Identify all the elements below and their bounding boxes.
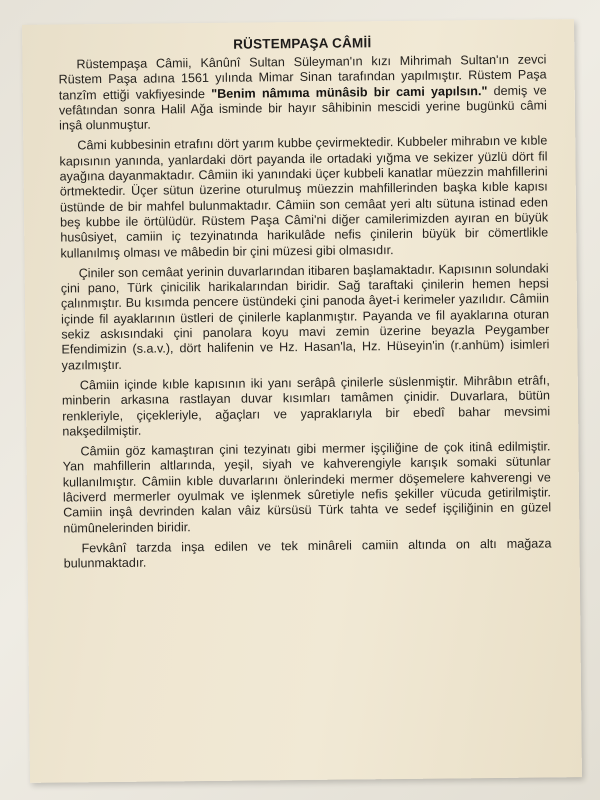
paragraph xyxy=(62,440,551,537)
paragraph-text: Rüstempaşa Câmii, Kânûnî Sultan Süleyman'ın kızı Mihrimah Sultan'ın zevci Rüstem Paşa adına 1561 yılında Mimar Sinan tarafından yapılmıştır. Rüstem Paşa tanzîm ettiği vakfiyesinde xyxy=(58,52,547,103)
paragraph xyxy=(61,261,550,373)
paragraph-text: demiş ve vefâtından sonra Halil Ağa isminde bir hayır sâhibinin mescidi yerine bugünkü câmi inşâ olunmuştur. xyxy=(58,83,547,133)
paragraph xyxy=(63,536,551,572)
paragraph-text: Çiniler son cemâat yerinin duvarlarından itibaren başlamaktadır. Kapısının solundaki çini pano, Türk çinicilik harikalarından biridir. Sağ taraftaki çinilerin hemen hepsi çalınmıştır. Bu kısımda pencere üstündeki çini panoda âyet-i kerimeler yazılıdır. Câmiin içinde fil ayaklarının üstleri de çinilerle kaplanmıştır. Payanda ve fil ayaklarına oturan sekiz askısındaki çini panolara koyu mavi zemin üzerine beyazla Peygamber Efendimizin (s.a.v.), dört halifenin ve Hz. Hasan'la, Hz. Hüseyin'in (r.anhüm) isimleri yazılmıştır. xyxy=(60,261,550,373)
document-title: RÜSTEMPAŞA CÂMİİ xyxy=(233,35,372,52)
paragraph-text: Câmi kubbesinin etrafını dört yarım kubbe çevirmektedir. Kubbeler mihrabın ve kıble kapısının yanında, yanlardaki dört payanda ile ortadaki yığma ve sekizer yüzlü dört fil ayağına dayanmaktadır. Câmiin iki yanındaki üçer kubbeli kanatlar müezzin mahfillerini örtmektedir. Üçer sütun üzerine oturulmuş müezzin mahfillerinden başka kıble kapısı üstünde de bir mahfel bulunmaktadır. Câmiin son cemâat yeri altı sütuna istinad eden beş kubbe ile örtülüdür. Rüstem Paşa Câmi'ni diğer camilerimizden ayıran en büyük husûsiyet, camiin iç tezyinatında harikulâde nefis çinilerin büyük bir cömertlikle kullanılmış olması ve mâbedin bir çini müzesi gibi olmasıdır. xyxy=(59,133,549,261)
paragraph-text: Fevkânî tarzda inşa edilen ve tek minâreli camiin altında on altı mağaza bulunmaktadır. xyxy=(63,536,552,571)
paragraph-text: Câmiin göz kamaştıran çini tezyinatı gibi mermer işçiliğine de çok itinâ edilmiştir. Yan mahfillerin altlarında, yeşil, siyah ve kahverengiyle karışık somaki sütunlar kullanılmıştır. Câmiin kıble duvarlarını önlerindeki mermer döşemelere kahverengi ve lâciverd mermerler oyulmak ve işlenmek sûretiyle nefis şekiller vücuda getirilmiştir. Camiin inşâ devrinden kalan vâiz kürsüsü Türk tahta ve sedef işçiliğinin en güzel nümûnelerinden biridir. xyxy=(62,439,552,536)
document-page xyxy=(22,19,582,783)
paragraph xyxy=(58,52,547,134)
paragraph xyxy=(62,373,551,439)
paragraph-quote: "Benim nâmıma münâsib bir cami yapılsın." xyxy=(211,83,488,101)
paragraph xyxy=(59,134,548,261)
paragraph-text: Câmiin içinde kıble kapısının iki yanı serâpâ çinilerle süslenmiştir. Mihrâbın etrâfı, minberin arkasına rastlayan duvar kısımları tamâmen çinidir. Duvarlara, bütün renkleriyle, çiçekleriyle, ağaçları ve yapraklarıyla bir ebedî bahar mevsimi nakşedilmiştir. xyxy=(61,373,551,439)
